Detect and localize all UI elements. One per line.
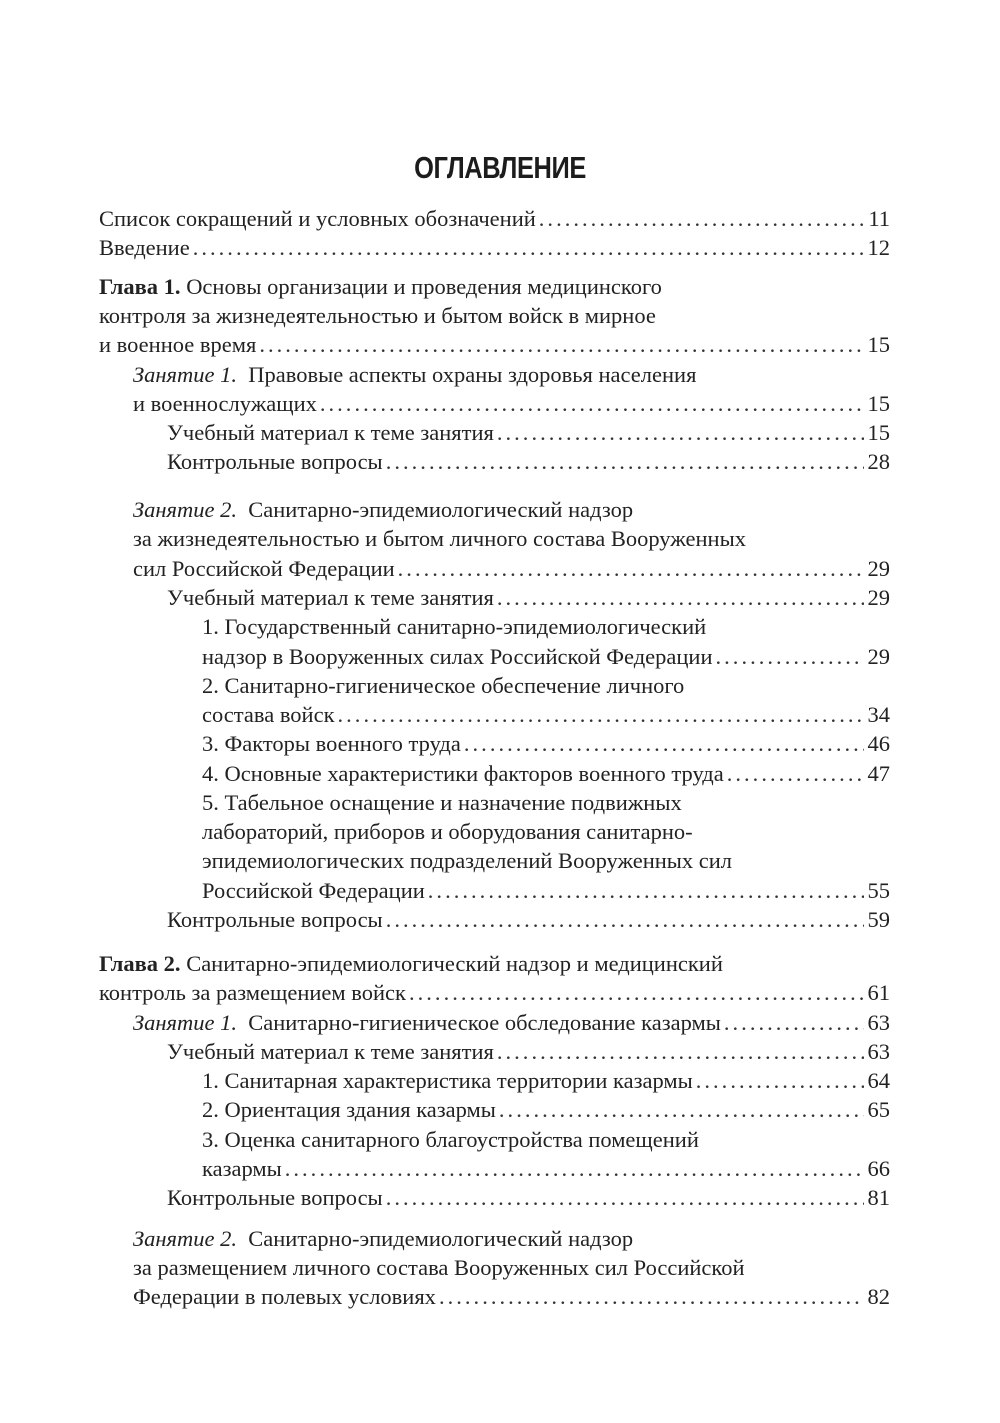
dot-leader [497,419,864,447]
toc-lesson-line[interactable] [133,525,746,553]
toc-page-number: 29 [867,556,890,581]
toc-entry-text: Список сокращений и условных обозначений [99,206,536,231]
toc-entry[interactable] [202,1067,890,1095]
dot-leader [464,730,864,758]
toc-subsection-line[interactable] [202,613,706,641]
toc-page-number: 15 [867,332,890,357]
toc-entry-text: сил Российской Федерации [133,556,395,581]
toc-entry-text: надзор в Вооруженных силах Российской Федерации [202,644,713,669]
toc-entry[interactable] [99,205,890,233]
toc-entry-text: Санитарно-эпидемиологический надзор [248,1226,634,1251]
toc-entry-text: Российской Федерации [202,878,425,903]
dot-leader [386,906,864,934]
toc-lesson-line[interactable] [133,361,696,389]
lesson-prefix: Занятие 2. [133,1226,237,1251]
toc-entry-text: состава войск [202,702,335,727]
toc-entry-text: за жизнедеятельностью и бытом личного состава Вооруженных [133,526,746,551]
toc-entry[interactable] [133,1283,890,1311]
toc-entry[interactable] [202,1155,890,1183]
toc-entry-text: 2. Санитарно-гигиеническое обеспечение личного [202,673,685,698]
dot-leader [716,643,864,671]
toc-page-number: 15 [867,391,890,416]
toc-chapter-line[interactable] [99,950,723,978]
toc-entry-text: 3. Оценка санитарного благоустройства помещений [202,1127,699,1152]
toc-entry-text: лабораторий, приборов и оборудования санитарно- [202,819,693,844]
dot-leader [409,979,864,1007]
toc-entry[interactable] [202,760,890,788]
toc-entry-text: 5. Табельное оснащение и назначение подвижных [202,790,682,815]
toc-entry[interactable] [167,1184,890,1212]
toc-entry[interactable] [167,419,890,447]
toc-entry[interactable] [133,1009,890,1037]
toc-page-number: 11 [868,206,890,231]
dot-leader [398,555,864,583]
toc-lesson-line[interactable] [133,496,633,524]
dot-leader [320,390,864,418]
toc-entry[interactable] [202,643,890,671]
toc-entry[interactable] [133,390,890,418]
toc-page-number: 34 [867,702,890,727]
toc-entry[interactable] [99,234,890,262]
toc-page-number: 15 [867,420,890,445]
toc-chapter-line[interactable] [99,302,656,330]
lesson-prefix: Занятие 2. [133,497,237,522]
toc-page-number: 64 [867,1068,890,1093]
dot-leader [727,760,864,788]
toc-entry-text: Федерации в полевых условиях [133,1284,436,1309]
toc-subsection-line[interactable] [202,847,732,875]
toc-subsection-line[interactable] [202,672,684,700]
toc-page-number: 12 [867,235,890,260]
toc-subsection-line[interactable] [202,1126,699,1154]
dot-leader [428,877,864,905]
toc-entry[interactable] [202,1096,890,1124]
dot-leader [497,1038,864,1066]
toc-page-number: 82 [867,1284,890,1309]
toc-entry-text: 1. Санитарная характеристика территории казармы [202,1068,693,1093]
dot-leader [193,234,864,262]
toc-page-number: 63 [867,1010,890,1035]
toc-entry-text: казармы [202,1156,282,1181]
dot-leader [285,1155,864,1183]
toc-page-number: 29 [867,644,890,669]
toc-entry-text: Основы организации и проведения медицинского [186,274,662,299]
toc-subsection-line[interactable] [202,818,693,846]
toc-page-number: 55 [867,878,890,903]
toc-page-number: 47 [867,761,890,786]
dot-leader [386,448,864,476]
toc-entry[interactable] [202,877,890,905]
toc-entry[interactable] [167,584,890,612]
toc-entry[interactable] [99,331,890,359]
dot-leader [386,1184,864,1212]
toc-entry-text: Введение [99,235,190,260]
toc-page-number: 65 [867,1097,890,1122]
dot-leader [539,205,865,233]
toc-entry-text: 4. Основные характеристики факторов военного труда [202,761,724,786]
toc-page-number: 81 [867,1185,890,1210]
toc-entry-text: Учебный материал к теме занятия [167,585,494,610]
toc-entry-text: и военнослужащих [133,391,317,416]
toc-page-number: 29 [867,585,890,610]
toc-entry-text: 3. Факторы военного труда [202,731,461,756]
toc-entry-text: за размещением личного состава Вооруженных сил Российской [133,1255,745,1280]
toc-page-number: 28 [867,449,890,474]
dot-leader [338,701,864,729]
dot-leader [497,584,864,612]
toc-entry[interactable] [99,979,890,1007]
toc-chapter-line[interactable] [99,273,662,301]
lesson-prefix: Занятие 1. [133,1010,237,1035]
toc-entry-text: Санитарно-эпидемиологический надзор и медицинский [186,951,723,976]
chapter-prefix: Глава 1. [99,274,181,299]
dot-leader [259,331,863,359]
toc-entry-text: Контрольные вопросы [167,1185,383,1210]
toc-page-number: 61 [867,980,890,1005]
toc-lesson-line[interactable] [133,1225,633,1253]
toc-entry[interactable] [202,701,890,729]
chapter-prefix: Глава 2. [99,951,181,976]
toc-entry-text: эпидемиологических подразделений Вооруженных сил [202,848,733,873]
dot-leader [439,1283,864,1311]
dot-leader [724,1009,864,1037]
page-title: ОГЛАВЛЕНИЕ [414,150,586,185]
lesson-prefix: Занятие 1. [133,362,237,387]
toc-entry-text: Учебный материал к теме занятия [167,1039,494,1064]
toc-lesson-line[interactable] [133,1254,745,1282]
dot-leader [499,1096,864,1124]
toc-entry-text: контроль за размещением войск [99,980,406,1005]
toc-entry[interactable] [133,555,890,583]
toc-entry[interactable] [167,1038,890,1066]
toc-entry[interactable] [202,730,890,758]
toc-entry-text: Контрольные вопросы [167,907,383,932]
toc-page-number: 46 [867,731,890,756]
dot-leader [696,1067,864,1095]
toc-entry-text: Учебный материал к теме занятия [167,420,494,445]
toc-entry[interactable] [167,448,890,476]
toc-entry-text: и военное время [99,332,257,357]
toc-entry[interactable] [167,906,890,934]
toc-entry-text: 1. Государственный санитарно-эпидемиологический [202,614,707,639]
toc-page-number: 63 [867,1039,890,1064]
toc-entry-text: контроля за жизнедеятельностью и бытом войск в мирное [99,303,656,328]
toc-page-number: 66 [867,1156,890,1181]
toc-entry-text: Санитарно-гигиеническое обследование казармы [248,1010,721,1035]
toc-page-number: 59 [867,907,890,932]
toc-entry-text: Контрольные вопросы [167,449,383,474]
toc-entry-text: Правовые аспекты охраны здоровья населения [248,362,697,387]
toc-entry-text: 2. Ориентация здания казармы [202,1097,496,1122]
toc-subsection-line[interactable] [202,789,682,817]
toc-entry-text: Санитарно-эпидемиологический надзор [248,497,634,522]
